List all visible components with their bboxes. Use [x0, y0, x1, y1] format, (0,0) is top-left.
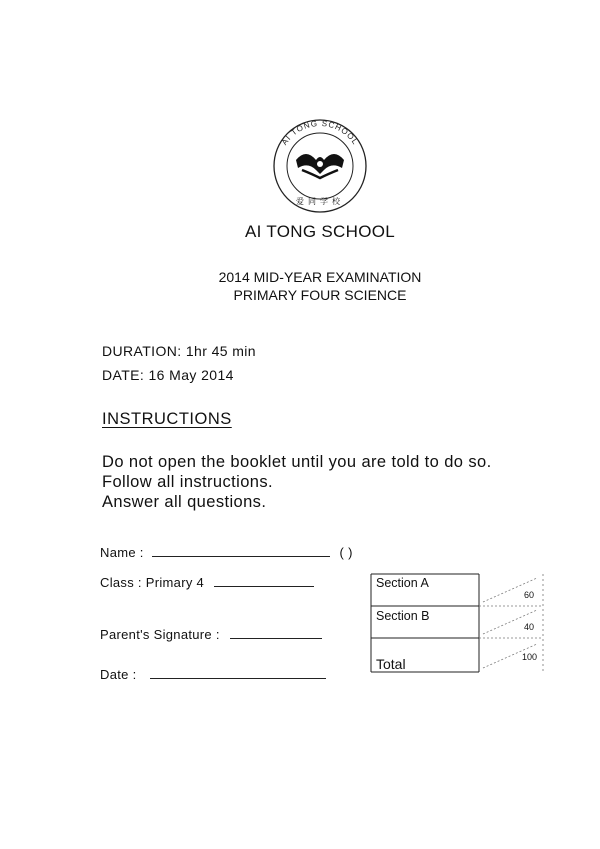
total-label: Total: [376, 656, 406, 672]
instruction-line: Answer all questions.: [102, 493, 267, 511]
exam-title: [0, 268, 600, 304]
section-b-max: 40: [524, 622, 535, 632]
svg-text:AI TONG SCHOOL: AI TONG SCHOOL: [279, 118, 361, 147]
date-label: Date :: [100, 667, 137, 682]
name-label: Name :: [100, 545, 144, 560]
class-line[interactable]: [214, 585, 314, 587]
section-a-label: Section A: [376, 576, 429, 590]
register-number-paren: ( ): [339, 545, 353, 560]
instruction-line: Do not open the booklet until you are told to do so.: [102, 453, 492, 471]
name-line[interactable]: [152, 555, 330, 557]
exam-title-line1: 2014 MID-YEAR EXAMINATION: [218, 269, 422, 285]
section-b-label: Section B: [376, 609, 430, 623]
school-name: AI TONG SCHOOL: [245, 222, 395, 241]
total-max: 100: [522, 652, 538, 662]
svg-text:爱同学校: 爱同学校: [296, 197, 344, 206]
school-logo: [262, 118, 378, 214]
parent-signature-label: Parent's Signature :: [100, 627, 220, 642]
section-a-max: 60: [524, 590, 535, 600]
date-field[interactable]: [100, 667, 326, 682]
instruction-line: Follow all instructions.: [102, 473, 273, 491]
name-field[interactable]: [100, 545, 353, 560]
parent-signature-line[interactable]: [230, 637, 322, 639]
class-label: Class : Primary 4: [100, 575, 205, 590]
score-table: [369, 572, 545, 674]
parent-signature-field[interactable]: [100, 627, 322, 642]
instructions-list: [102, 452, 492, 512]
exam-date: DATE: 16 May 2014: [102, 367, 234, 383]
duration: DURATION: 1hr 45 min: [102, 343, 256, 359]
date-line[interactable]: [150, 677, 326, 679]
instructions-heading: INSTRUCTIONS: [102, 410, 232, 428]
exam-subject: PRIMARY FOUR SCIENCE: [233, 287, 407, 303]
class-field[interactable]: [100, 575, 314, 590]
